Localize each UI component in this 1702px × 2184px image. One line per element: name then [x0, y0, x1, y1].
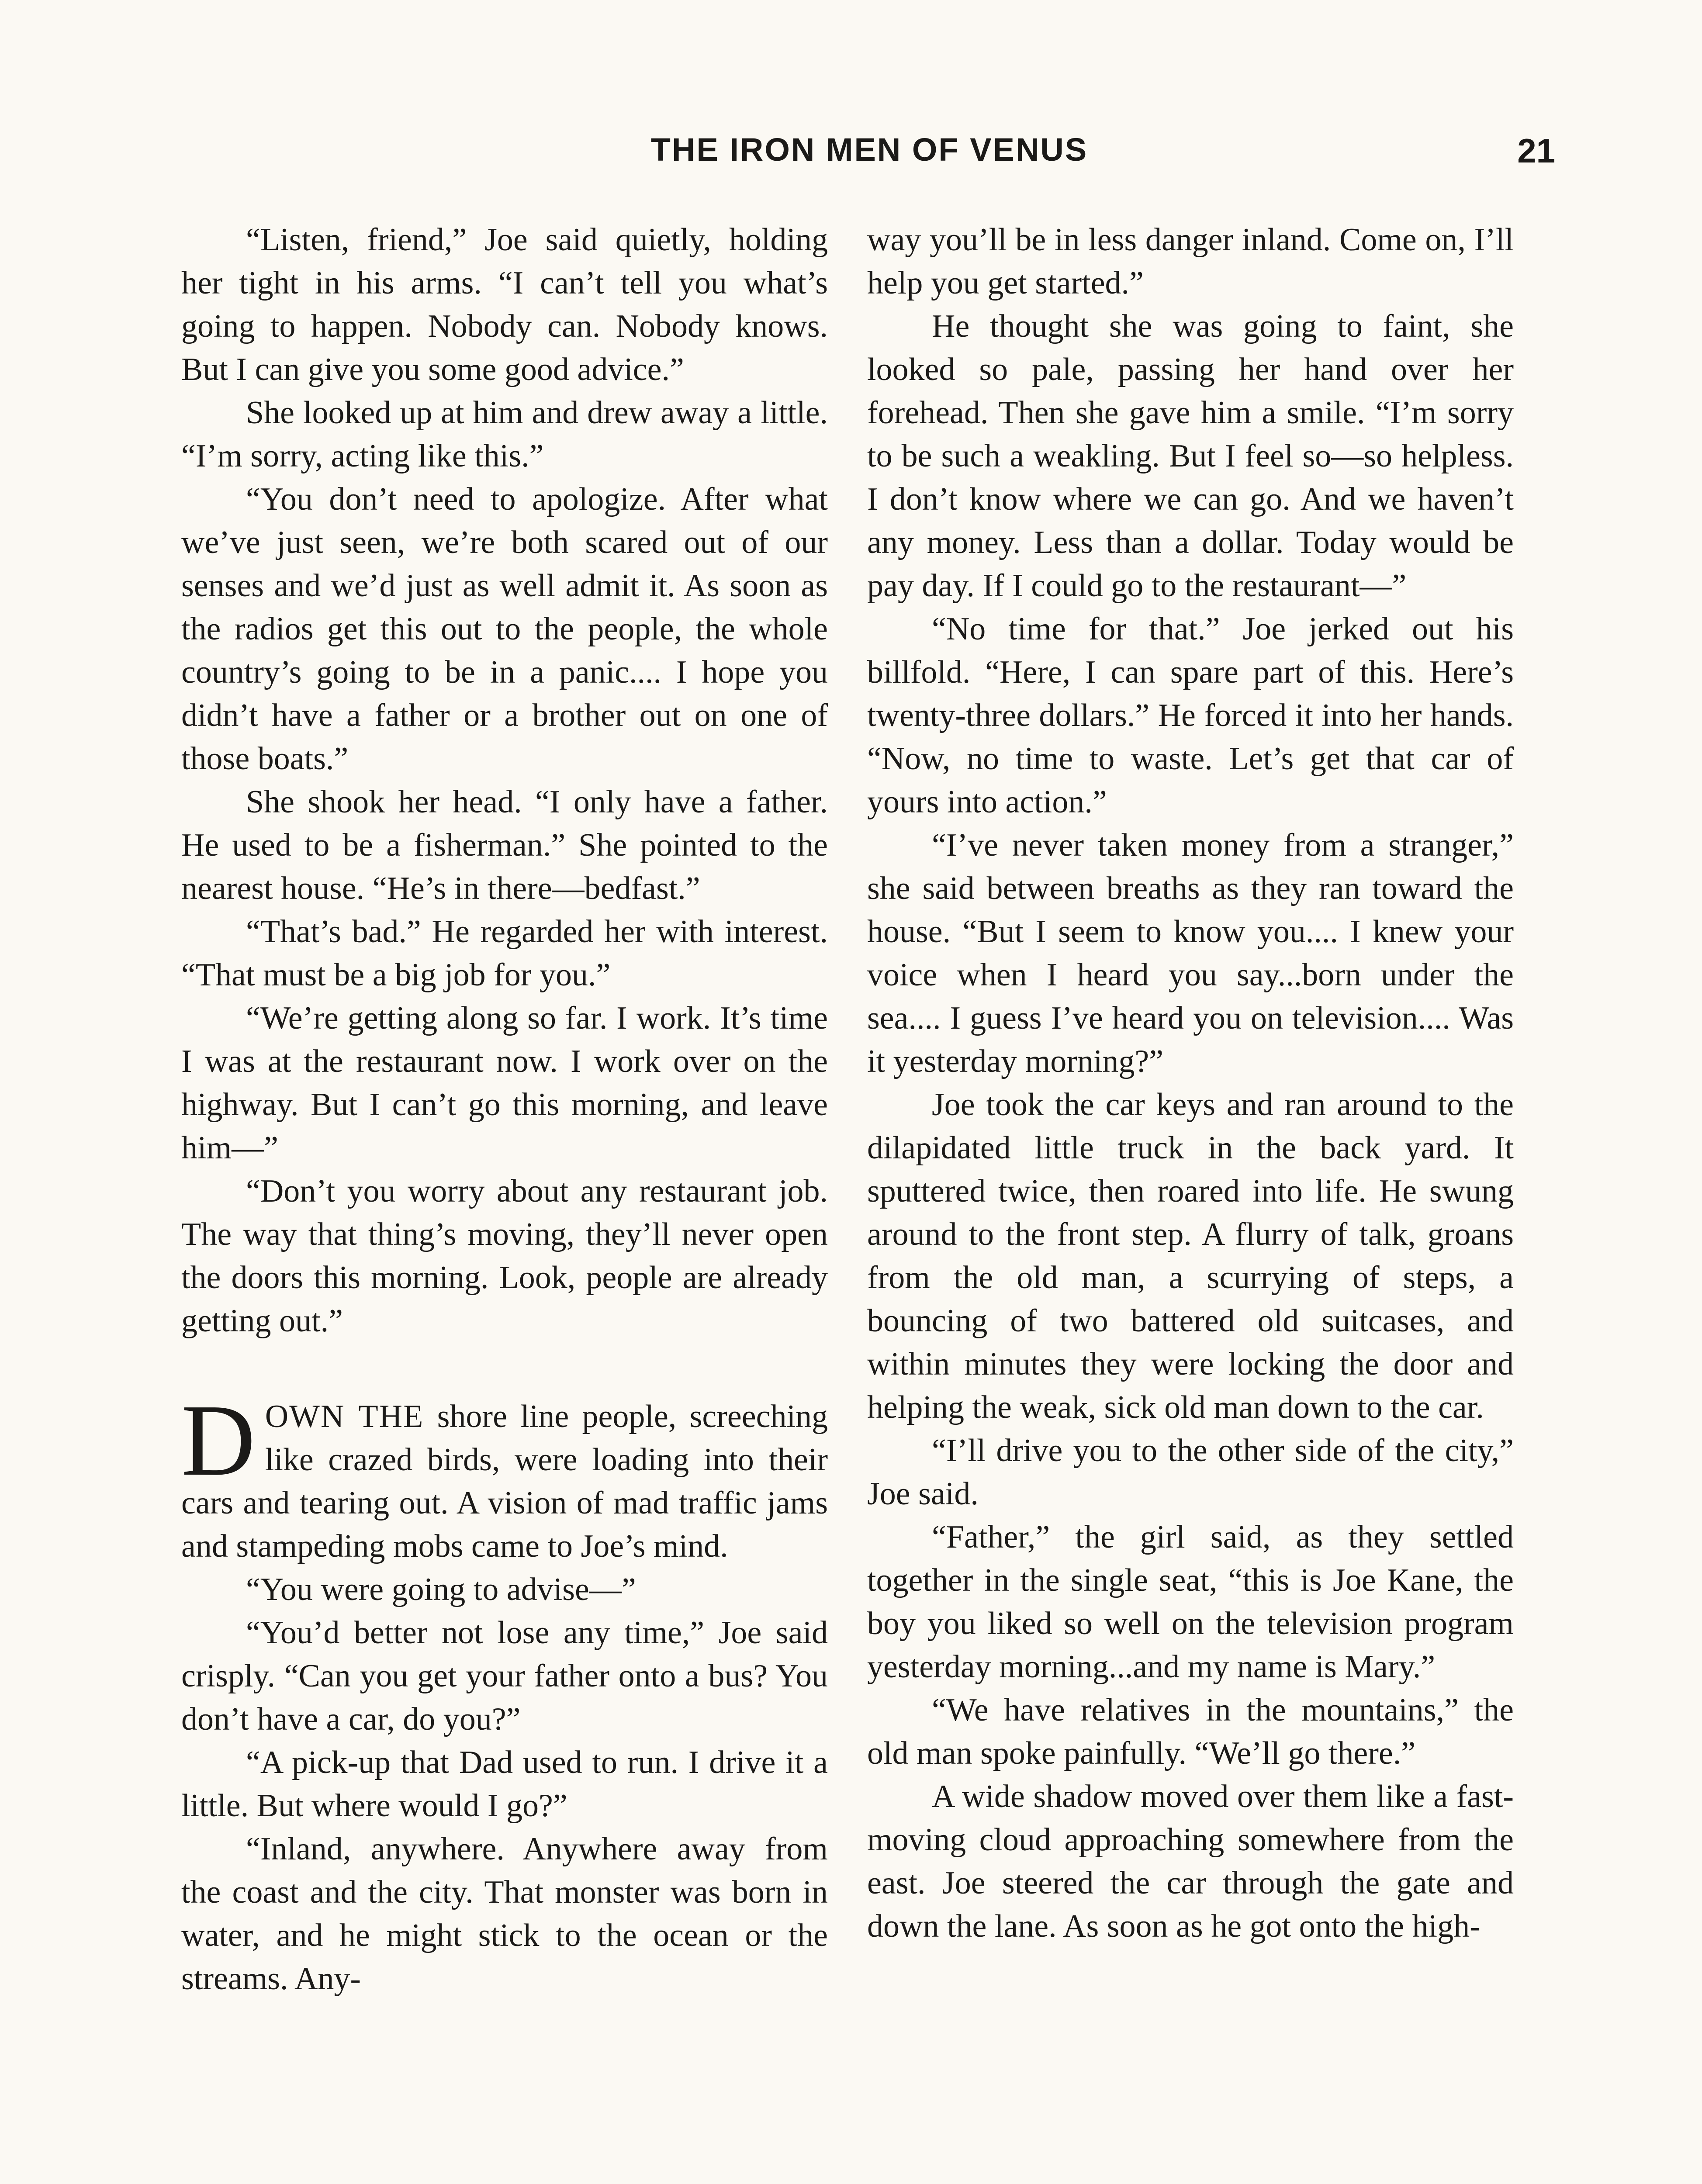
paragraph: Joe took the car keys and ran around to the dilapidated little truck in the back yard. It sputtered twice, then roared into life. He swung around to the front step. A flurry of talk, groans from the old man, a scurrying of steps, a bouncing of two battered old suitcases, and within minutes they were locking the door and helping the weak, sick old man down to the car.: [867, 1087, 1514, 1425]
paragraph: A wide shadow moved over them like a fast-moving cloud approaching somewhere from the east. Joe steered the car through the gate and down the lane. As soon as he got onto the high-: [867, 1779, 1514, 1944]
paragraph: She looked up at him and drew away a little. “I’m sorry, acting like this.”: [181, 395, 828, 474]
paragraph: “We have relatives in the mountains,” the old man spoke painfully. “We’ll go there.”: [867, 1692, 1514, 1771]
paragraph: “Inland, anywhere. Anywhere away from the coast and the city. That monster was born in water, and he might stick to the ocean or the streams. Any-: [181, 1831, 828, 1997]
page-header: [183, 131, 1555, 183]
continued-paragraph: way you’ll be in less danger inland. Come on, I’ll help you get started.”: [867, 222, 1514, 301]
paragraph: “Don’t you worry about any restaurant job. The way that thing’s moving, they’ll never open the doors this morning. Look, people are already getting out.”: [181, 1173, 828, 1339]
drop-cap: D: [181, 1383, 256, 1497]
left-column: [181, 218, 828, 2001]
small-caps-lead: OWN THE: [265, 1399, 424, 1434]
paragraph: “You were going to advise—”: [246, 1572, 636, 1607]
paragraph: “You don’t need to apologize. After what we’ve just seen, we’re both scared out of our senses and we’d just as well admit it. As soon as the radios get this out to the people, the whole country’s going to be in a panic.... I hope you didn’t have a father or a brother out on one of those boats.”: [181, 481, 828, 777]
section-opening-text: shore line people, screeching like crazed birds, were loading into their cars and tearing out. A vision of mad traffic jams and stampeding mobs came to Joe’s mind.: [181, 1399, 828, 1564]
paragraph: “No time for that.” Joe jerked out his billfold. “Here, I can spare part of this. Here’s twenty-three dollars.” He forced it into her hands. “Now, no time to waste. Let’s get that car of yours into action.”: [867, 611, 1514, 820]
paragraph: He thought she was going to faint, she looked so pale, passing her hand over her forehead. Then she gave him a smile. “I’m sorry to be such a weakling. But I feel so—so helpless. I don’t know where we can go. And we haven’t any money. Less than a dollar. Today would be pay day. If I could go to the restaurant—”: [867, 308, 1514, 604]
paragraph: “I’ve never taken money from a stranger,” she said between breaths as they ran toward the house. “But I seem to know you.... I knew your voice when I heard you say...born under the sea.... I guess I’ve heard you on television.... Was it yesterday morning?”: [867, 827, 1514, 1079]
paragraph: “That’s bad.” He regarded her with interest. “That must be a big job for you.”: [181, 914, 828, 993]
section-opening-paragraph: [181, 1383, 828, 1568]
paragraph: “You’d better not lose any time,” Joe said crisply. “Can you get your father onto a bus? You don’t have a car, do you?”: [181, 1615, 828, 1737]
paragraph: “We’re getting along so far. I work. It’s time I was at the restaurant now. I work over on the highway. But I can’t go this morning, and leave him—”: [181, 1000, 828, 1166]
paragraph: “Father,” the girl said, as they settled together in the single seat, “this is Joe Kane, the boy you liked so well on the television program yesterday morning...and my name is Mary.”: [867, 1519, 1514, 1685]
paragraph: “Listen, friend,” Joe said quietly, holding her tight in his arms. “I can’t tell you what’s going to happen. Nobody can. Nobody knows. But I can give you some good advice.”: [181, 222, 828, 387]
page-number: 21: [1517, 131, 1555, 170]
paragraph: She shook her head. “I only have a father. He used to be a fisherman.” She pointed to the nearest house. “He’s in there—bedfast.”: [181, 784, 828, 906]
running-title: THE IRON MEN OF VENUS: [650, 131, 1088, 168]
right-column: [867, 218, 1514, 1948]
paragraph: “A pick-up that Dad used to run. I drive it a little. But where would I go?”: [181, 1745, 828, 1824]
paragraph: “I’ll drive you to the other side of the city,” Joe said.: [867, 1433, 1514, 1512]
